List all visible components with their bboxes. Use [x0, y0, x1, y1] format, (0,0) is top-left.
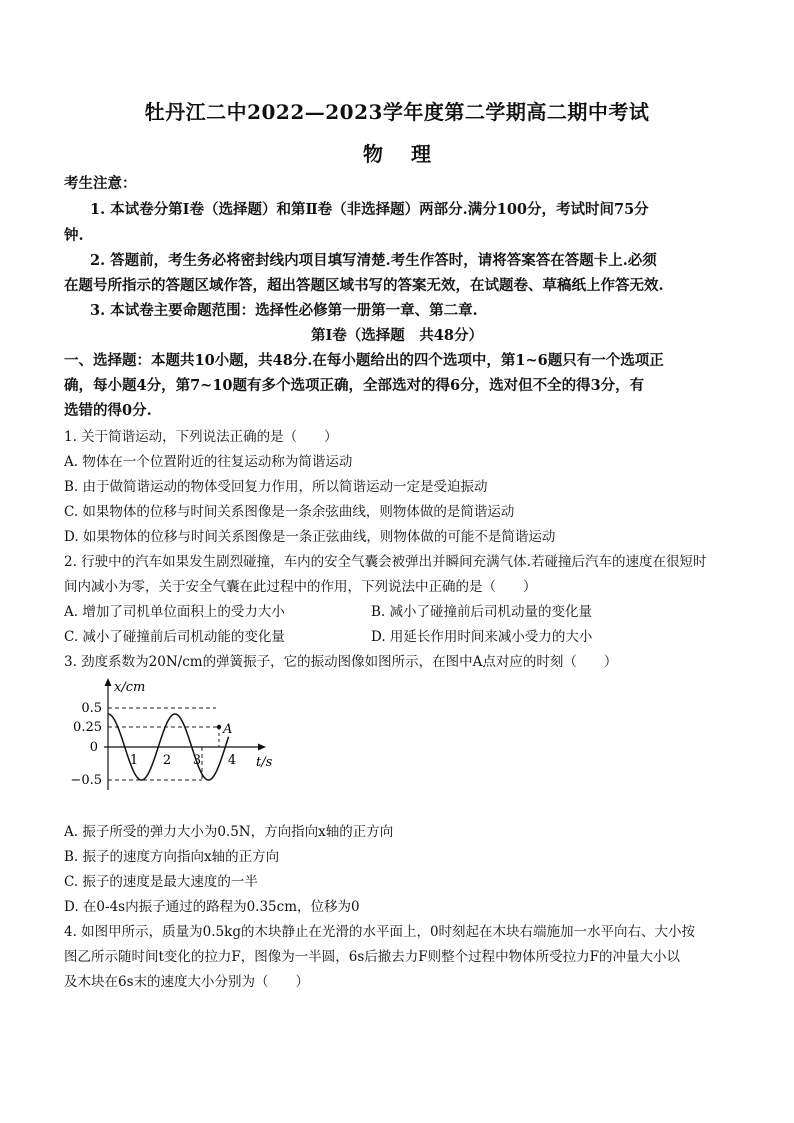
section1-instructions-2: 确，每小题4分，第7~10题有多个选项正确，全部选对的得6分，选对但不全的得3分，有 [64, 377, 645, 394]
y-axis-arrow [105, 678, 112, 686]
y-tick-minus-0.5: −0.5 [70, 773, 102, 788]
notice-item-1-cont: 钟. [64, 227, 84, 244]
question-2-stem: 2. 行驶中的汽车如果发生剧烈碰撞，车内的安全气囊会被弹出并瞬间充满气体.若碰撞后汽车的速度在很短时 [64, 554, 707, 570]
notice-heading: 考生注意： [64, 175, 137, 192]
y-axis-label: x/cm [114, 680, 146, 695]
question-1-option-c: C. 如果物体的位移与时间关系图像是一条余弦曲线，则物体做的是简谐运动 [64, 504, 515, 520]
point-a-marker [217, 725, 221, 729]
y-tick-0.5: 0.5 [81, 701, 102, 716]
exam-title: 牡丹江二中2022—2023学年度第二学期高二期中考试 [144, 100, 650, 124]
exam-subject: 物理 [363, 142, 459, 166]
x-tick-1: 1 [129, 753, 139, 768]
question-1-stem: 1. 关于简谐运动，下列说法正确的是（ ） [64, 429, 338, 445]
question-3-option-d: D. 在0-4s内振子通过的路程为0.35cm，位移为0 [64, 899, 360, 915]
question-3-option-c: C. 振子的速度是最大速度的一半 [64, 874, 258, 890]
y-tick-0.25: 0.25 [73, 720, 102, 735]
question-1-option-a: A. 物体在一个位置附近的往复运动称为简谐运动 [64, 454, 353, 470]
section1-instructions: 一、选择题：本题共10小题，共48分.在每小题给出的四个选项中，第1~6题只有一个选项正 [64, 352, 664, 369]
y-tick-0: 0 [89, 740, 98, 755]
x-axis-arrow [258, 744, 266, 751]
x-tick-2: 2 [162, 753, 172, 768]
question-3-option-a: A. 振子所受的弹力大小为0.5N，方向指向x轴的正方向 [64, 824, 394, 840]
oscillation-graph [64, 674, 284, 794]
notice-item-1: 1. 本试卷分第Ⅰ卷（选择题）和第Ⅱ卷（非选择题）两部分.满分100分，考试时间75分 [90, 201, 649, 218]
question-4-stem-cont-2: 及木块在6s末的速度大小分别为（ ） [64, 974, 310, 990]
question-2-stem-cont: 间内减小为零，关于安全气囊在此过程中的作用，下列说法中正确的是（ ） [64, 579, 537, 595]
x-tick-4: 4 [227, 753, 237, 768]
question-2-option-b: B. 减小了碰撞前后司机动量的变化量 [371, 604, 593, 620]
question-3-stem: 3. 劲度系数为20N/cm的弹簧振子，它的振动图像如图所示，在图中A点对应的时刻（ ） [64, 654, 618, 670]
question-2-option-d: D. 用延长作用时间来减小受力的大小 [371, 629, 593, 645]
point-a-label: A [223, 722, 233, 737]
notice-item-2: 2. 答题前，考生务必将密封线内项目填写清楚.考生作答时，请将答案答在答题卡上.必须 [90, 252, 657, 269]
question-2-option-a: A. 增加了司机单位面积上的受力大小 [64, 604, 285, 620]
part1-heading: 第Ⅰ卷（选择题 共48分） [311, 327, 483, 344]
question-3-option-b: B. 振子的速度方向指向x轴的正方向 [64, 849, 280, 865]
question-1-option-b: B. 由于做简谐运动的物体受回复力作用，所以简谐运动一定是受迫振动 [64, 479, 488, 495]
section1-instructions-3: 选错的得0分. [64, 402, 152, 419]
question-4-stem-cont: 图乙所示随时间t变化的拉力F，图像为一半圆，6s后撤去力F则整个过程中物体所受拉力F的冲量大小以 [64, 949, 681, 965]
question-4-stem: 4. 如图甲所示，质量为0.5kg的木块静止在光滑的水平面上，0时刻起在木块右端施加一水平向右、大小按 [64, 924, 696, 940]
notice-item-2-cont: 在题号所指示的答题区域作答，超出答题区域书写的答案无效，在试题卷、草稿纸上作答无效. [64, 277, 664, 294]
question-1-option-d: D. 如果物体的位移与时间关系图像是一条正弦曲线，则物体做的可能不是简谐运动 [64, 529, 556, 545]
question-2-option-c: C. 减小了碰撞前后司机动能的变化量 [64, 629, 285, 645]
x-axis-label: t/s [256, 755, 273, 770]
x-tick-3: 3 [192, 753, 202, 768]
notice-item-3: 3. 本试卷主要命题范围：选择性必修第一册第一章、第二章. [90, 302, 478, 319]
